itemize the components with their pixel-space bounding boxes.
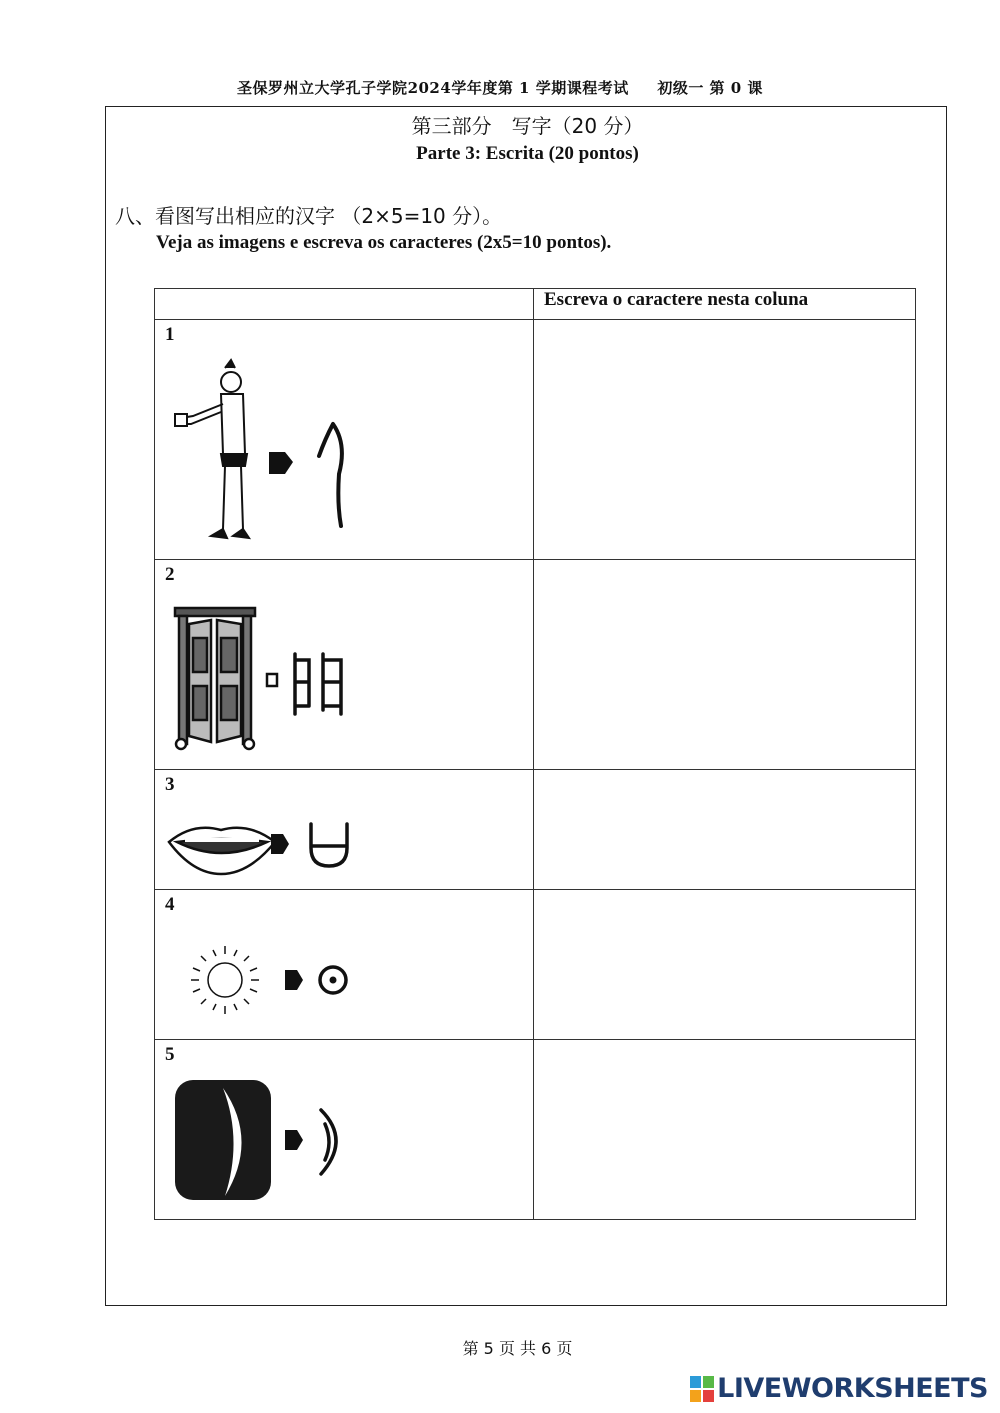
table-row [155, 560, 916, 770]
arrow-icon [285, 970, 303, 990]
ancient-ri-glyph [320, 967, 346, 993]
row-4-illustration [163, 924, 463, 1034]
answer-cell[interactable] [534, 770, 916, 890]
table-row [155, 890, 916, 1040]
row-1-illustration [163, 354, 463, 554]
ancient-yue-glyph [321, 1110, 336, 1174]
answer-cell[interactable] [534, 560, 916, 770]
answer-cell[interactable] [534, 890, 916, 1040]
ancient-ren-glyph [319, 424, 342, 526]
table-row [155, 1040, 916, 1220]
item-number: 2 [165, 564, 175, 585]
arrow-icon [285, 1130, 303, 1150]
brand-name: LIVEWORKSHEETS [717, 1373, 988, 1404]
picture-cell [155, 320, 534, 560]
sun-icon [191, 946, 259, 1014]
mouth-icon [169, 828, 275, 874]
person-icon [175, 360, 249, 538]
row-5-illustration [163, 1074, 463, 1214]
arrow-icon [269, 452, 293, 474]
item-number: 1 [165, 324, 175, 345]
ancient-men-glyph [295, 654, 341, 714]
picture-cell [155, 560, 534, 770]
item-number: 3 [165, 774, 175, 795]
header-school: 圣保罗州立大学孔子学院 [237, 79, 408, 97]
ancient-kou-glyph [311, 824, 347, 866]
table-header-row [155, 289, 916, 320]
answer-cell[interactable] [534, 320, 916, 560]
table-row [155, 320, 916, 560]
question-instruction-pt: Veja as imagens e escreva os caracteres (2x5=10 pontos). [156, 232, 612, 253]
row-2-illustration [163, 594, 463, 764]
header-term: 学年度第 1 学期课程考试 [451, 79, 629, 97]
item-number: 5 [165, 1044, 175, 1065]
picture-cell [155, 890, 534, 1040]
column-header-left [155, 289, 534, 320]
arrow-icon [267, 674, 277, 686]
exam-header [0, 77, 1000, 99]
answer-cell[interactable] [534, 1040, 916, 1220]
liveworksheets-logo-icon [690, 1376, 714, 1402]
header-level: 初级一 第 0 课 [657, 79, 763, 97]
worksheet-table [154, 288, 916, 1220]
picture-cell [155, 1040, 534, 1220]
column-header-right: Escreva o caractere nesta coluna [534, 289, 916, 320]
picture-cell [155, 770, 534, 890]
arrow-icon [271, 834, 289, 854]
page-number: 第 5 页 共 6 页 [462, 1339, 573, 1358]
row-3-illustration [163, 804, 463, 884]
question-instruction-cn: 八、看图写出相应的汉字 （2×5=10 分）。 [115, 204, 503, 228]
item-number: 4 [165, 894, 175, 915]
section-title-cn: 第三部分 写字（20 分） [411, 114, 644, 138]
brand-logo [690, 1373, 988, 1404]
moon-icon [175, 1080, 271, 1200]
section-title-pt: Parte 3: Escrita (20 pontos) [416, 143, 639, 164]
table-row [155, 770, 916, 890]
door-icon [175, 608, 255, 749]
header-year: 2024 [407, 79, 452, 97]
